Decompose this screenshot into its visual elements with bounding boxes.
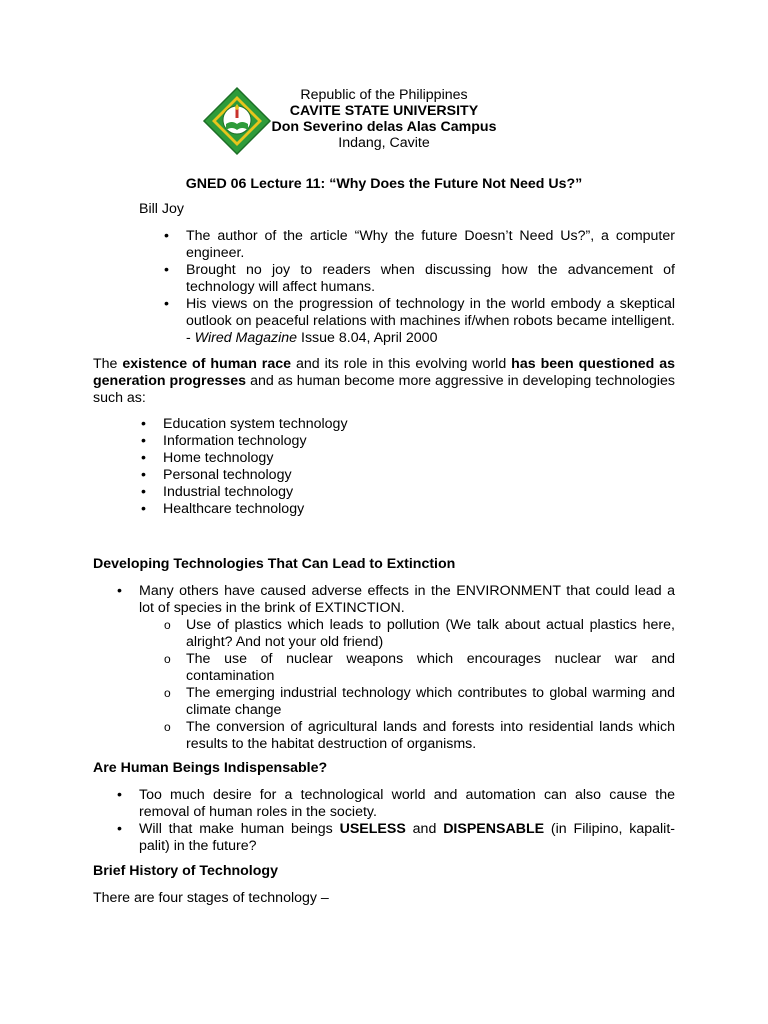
bullet-icon: • bbox=[141, 416, 146, 432]
list-item: • Industrial technology bbox=[141, 484, 294, 500]
list-item: • Too much desire for a technological world and automation can also cause the removal of human roles in the society. bbox=[117, 787, 675, 820]
section-heading-history: Brief History of Technology bbox=[93, 863, 278, 879]
list-item: o The use of nuclear weapons which encourages nuclear war and contamination bbox=[164, 651, 675, 684]
list-item: • Healthcare technology bbox=[141, 501, 305, 517]
circle-bullet-icon: o bbox=[164, 652, 171, 666]
list-item: • Home technology bbox=[141, 450, 274, 466]
list-item: o The conversion of agricultural lands and forests into residential lands which results to the habitat destruction of organisms. bbox=[164, 719, 675, 752]
campus-name: Don Severino delas Alas Campus bbox=[271, 119, 497, 135]
university-name: CAVITE STATE UNIVERSITY bbox=[289, 103, 479, 119]
republic-line: Republic of the Philippines bbox=[300, 87, 468, 103]
bullet-icon: • bbox=[117, 821, 122, 837]
bullet-icon: • bbox=[117, 583, 122, 599]
bullet-icon: • bbox=[164, 296, 169, 312]
bullet-icon: • bbox=[141, 501, 146, 517]
bullet-icon: • bbox=[141, 484, 146, 500]
list-item: • The author of the article “Why the future Doesn’t Need Us?”, a computer engineer. bbox=[164, 228, 675, 261]
indispensable-list bbox=[117, 787, 675, 855]
intro-paragraph: The existence of human race and its role in this evolving world has been questioned as generation progresses and as human become more aggressive in developing technologies such as: bbox=[93, 356, 676, 406]
document-header bbox=[250, 87, 518, 151]
bullet-icon: • bbox=[164, 262, 169, 278]
technology-list bbox=[141, 416, 563, 518]
magazine-name: Wired Magazine bbox=[194, 330, 298, 346]
section-heading-extinction: Developing Technologies That Can Lead to Extinction bbox=[93, 556, 456, 572]
bullet-icon: • bbox=[141, 467, 146, 483]
list-item: o The emerging industrial technology which contributes to global warming and climate change bbox=[164, 685, 675, 718]
list-item: • Education system technology bbox=[141, 416, 348, 432]
list-item: • Information technology bbox=[141, 433, 307, 449]
list-item: • Personal technology bbox=[141, 467, 292, 483]
list-item: • Will that make human beings USELESS and DISPENSABLE (in Filipino, kapalit-palit) in the future? bbox=[117, 821, 675, 854]
lecture-title: GNED 06 Lecture 11: “Why Does the Future Not Need Us?” bbox=[185, 176, 583, 192]
circle-bullet-icon: o bbox=[164, 686, 171, 700]
history-intro-text: There are four stages of technology – bbox=[93, 890, 329, 906]
author-points-list bbox=[164, 228, 675, 347]
section-heading-indispensable: Are Human Beings Indispensable? bbox=[93, 760, 328, 776]
citation: - Wired Magazine Issue 8.04, April 2000 bbox=[186, 330, 438, 346]
list-item: o Use of plastics which leads to pollution (We talk about actual plastics here, alright? And not your old friend) bbox=[164, 617, 675, 650]
list-item: • Many others have caused adverse effects in the ENVIRONMENT that could lead a lot of species in the brink of EXTINCTION. bbox=[117, 583, 675, 616]
extinction-sublist bbox=[164, 617, 675, 753]
list-item: • His views on the progression of technology in the world embody a skeptical outlook on peaceful relations with machines if/when robots became intelligent. - Wired Magazine Issue 8.04, April 2000 bbox=[164, 296, 675, 346]
bullet-icon: • bbox=[164, 228, 169, 244]
author-name: Bill Joy bbox=[139, 201, 184, 217]
bullet-icon: • bbox=[141, 450, 146, 466]
circle-bullet-icon: o bbox=[164, 618, 171, 632]
bullet-icon: • bbox=[141, 433, 146, 449]
campus-location: Indang, Cavite bbox=[338, 135, 430, 151]
extinction-list bbox=[117, 583, 675, 617]
circle-bullet-icon: o bbox=[164, 720, 171, 734]
bullet-icon: • bbox=[117, 787, 122, 803]
list-item: • Brought no joy to readers when discussing how the advancement of technology will affect humans. bbox=[164, 262, 675, 295]
